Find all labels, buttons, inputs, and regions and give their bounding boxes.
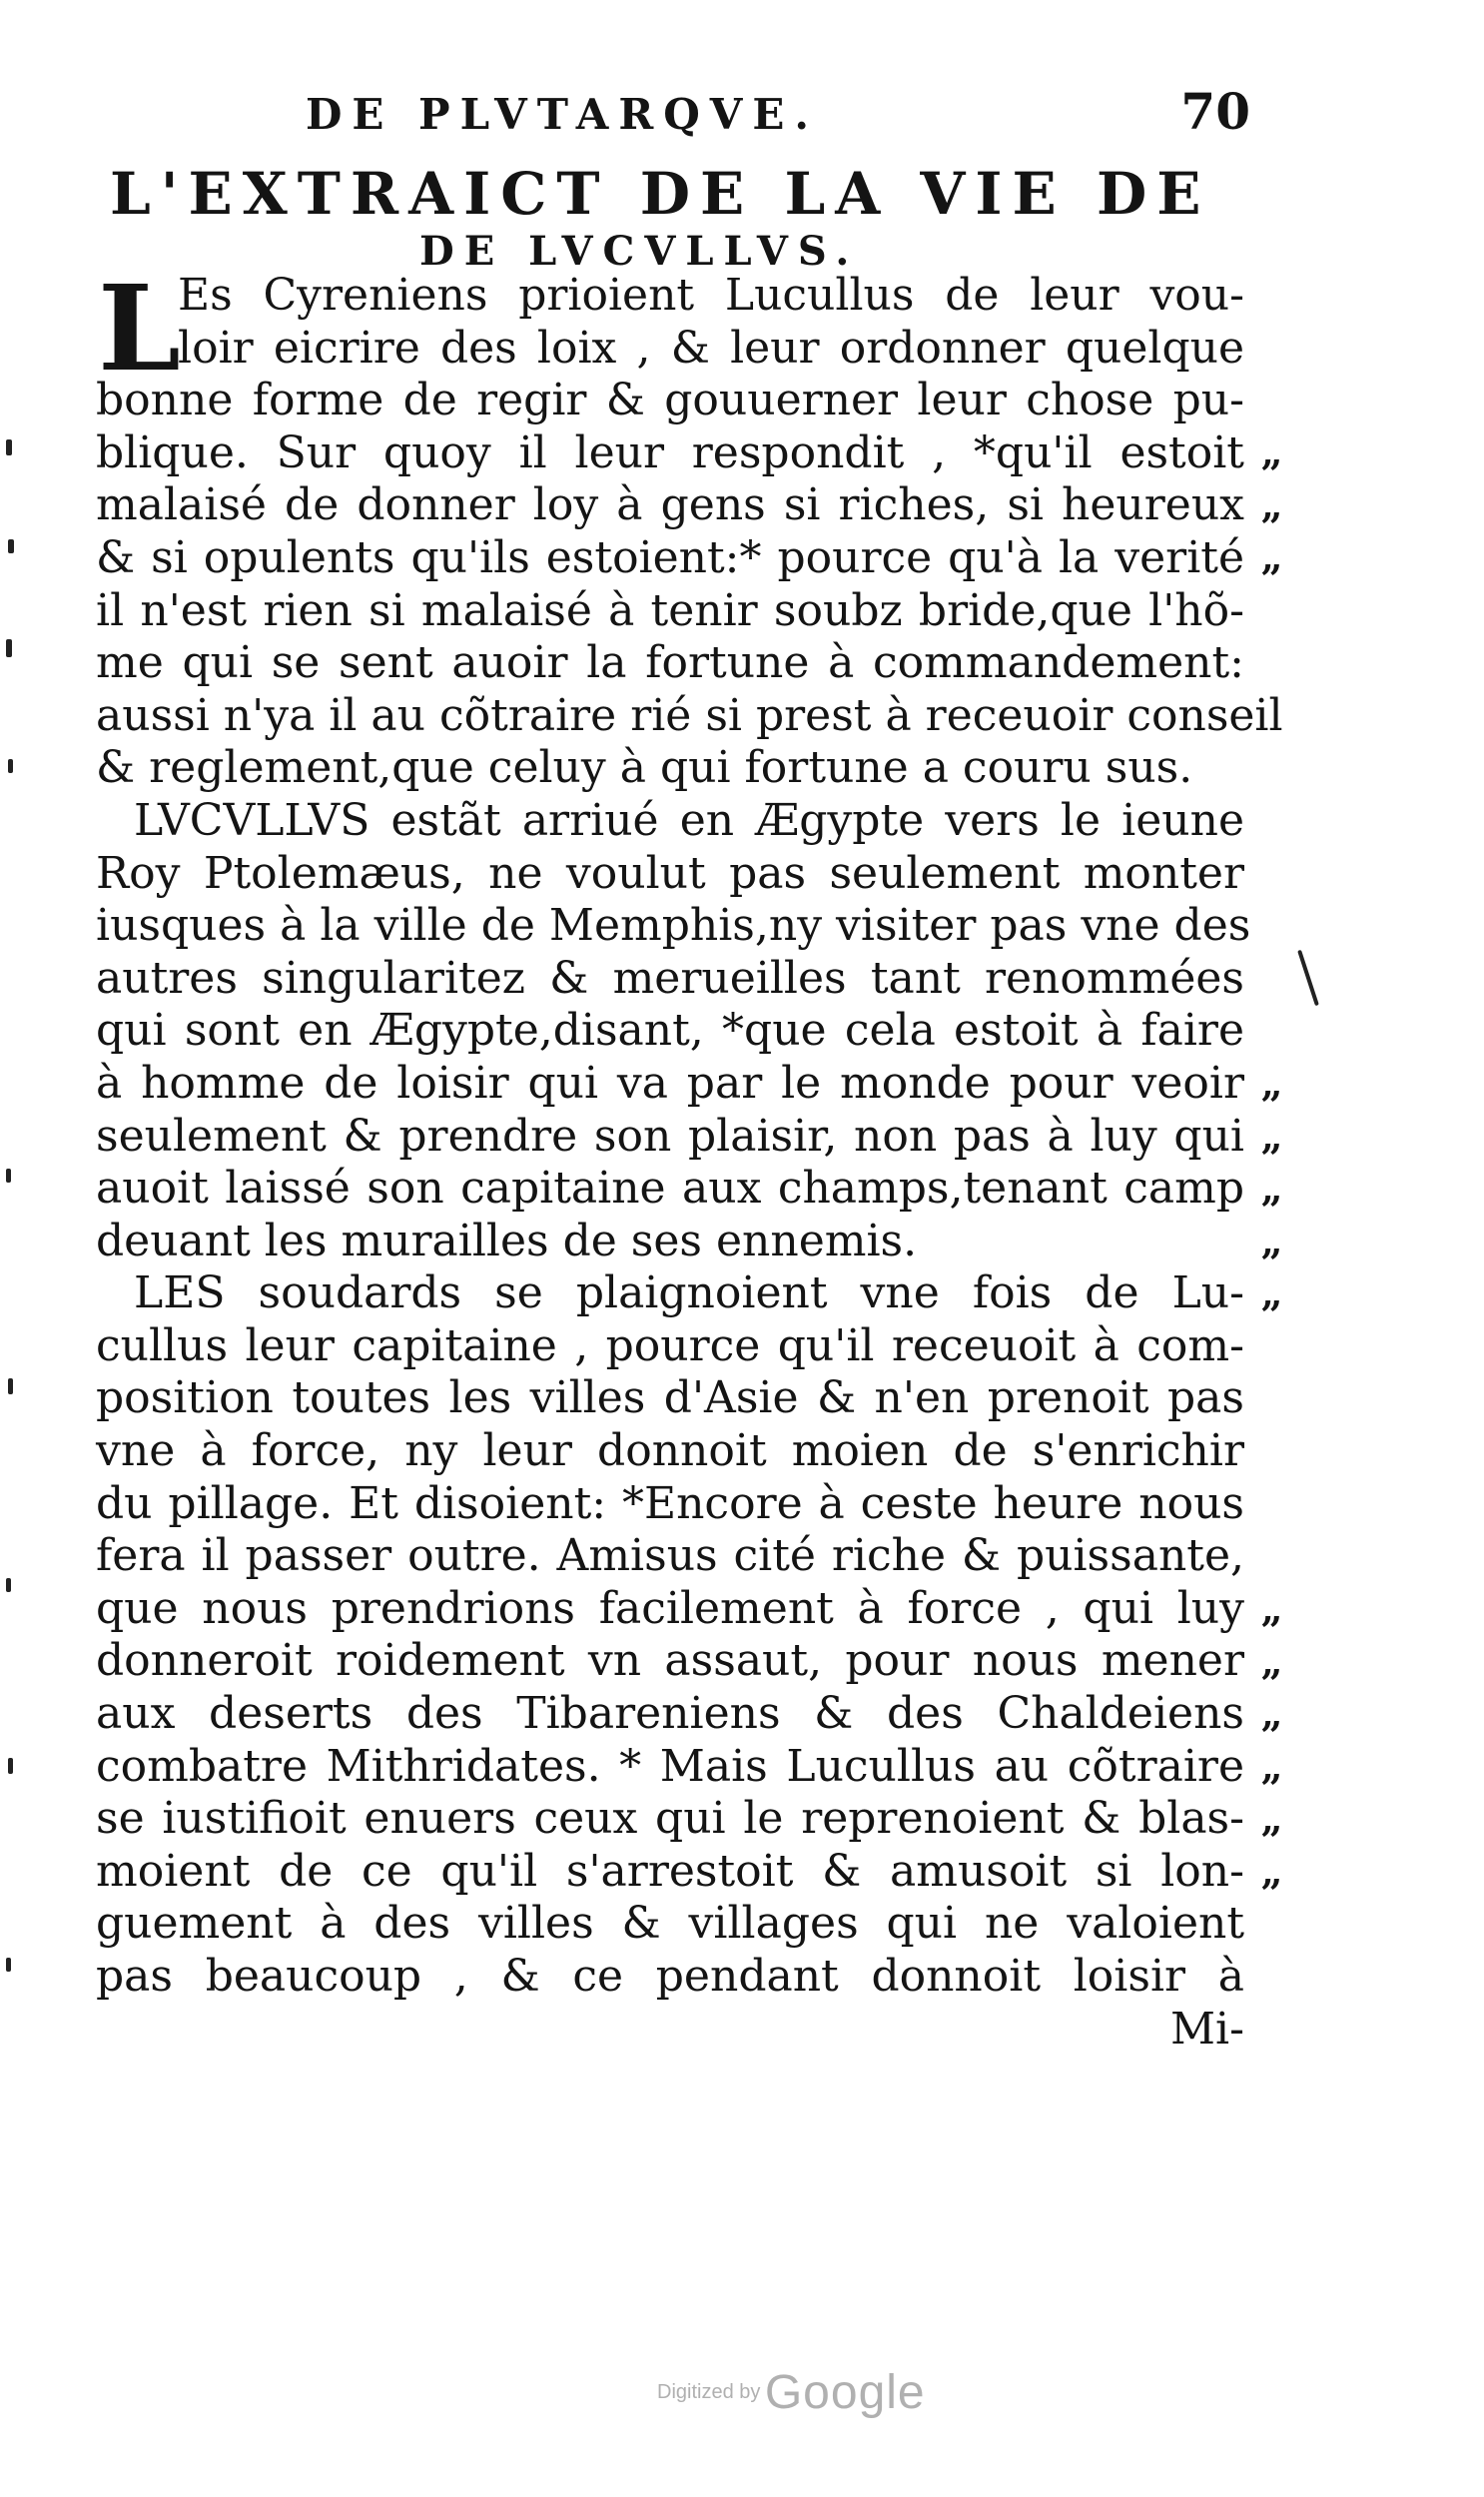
text-line: moient de ce qu'il s'arrestoit & amusoit si lon-: [96, 1845, 1244, 1897]
text-line: Roy Ptolemæus, ne voulut pas seulement monter: [96, 847, 1244, 899]
running-head: DE PLVTARQVE.: [306, 90, 820, 139]
margin-quote-mark: ”: [1260, 1713, 1284, 1758]
margin-quote-mark: ”: [1260, 1766, 1284, 1811]
text-line: cullus leur capitaine , pource qu'il receuoit à com-: [96, 1319, 1244, 1371]
text-line: & si opulents qu'ils estoient:* pource qu'à la verité: [96, 531, 1244, 583]
margin-quote-mark: ”: [1260, 1188, 1284, 1233]
margin-quote-mark: ”: [1260, 1241, 1284, 1285]
text-line: position toutes les villes d'Asie & n'en prenoit pas: [96, 1372, 1244, 1424]
ink-stroke: [1297, 950, 1319, 1006]
text-line: iusques à la ville de Memphis,ny visiter pas vne des: [96, 900, 1251, 952]
margin-quote-mark: ”: [1260, 451, 1284, 496]
ink-speck: [6, 1169, 11, 1183]
catchword: Mi-: [1170, 2003, 1244, 2055]
text-line: à homme de loisir qui va par le monde pour veoir: [96, 1057, 1244, 1109]
digitized-by-label: Digitized by: [657, 2381, 761, 2403]
text-line: deuant les murailles de ses ennemis.: [96, 1215, 918, 1266]
text-line: & reglement,que celuy à qui fortune a couru sus.: [96, 742, 1193, 794]
text-line: combatre Mithridates. * Mais Lucullus au cõtraire: [96, 1740, 1244, 1792]
ink-speck: [8, 1378, 13, 1394]
text-line: vne à force, ny leur donnoit moien de s'enrichir: [96, 1425, 1244, 1477]
digitization-watermark: [657, 2365, 926, 2420]
text-line: que nous prendrions facilement à force , qui luy: [96, 1582, 1244, 1634]
ink-speck: [8, 1758, 13, 1774]
page-number: 70: [1180, 82, 1250, 141]
ink-speck: [8, 539, 14, 553]
text-line: il n'est rien si malaisé à tenir soubz bride,que l'hõ-: [96, 584, 1244, 636]
ink-speck: [6, 439, 12, 455]
margin-quote-mark: ”: [1260, 1608, 1284, 1653]
margin-quote-mark: ”: [1260, 1871, 1284, 1916]
text-line: autres singularitez & merueilles tant renommées: [96, 952, 1244, 1004]
text-line: se iustifioit enuers ceux qui le reprenoient & blas-: [96, 1793, 1244, 1845]
text-line: bonne forme de regir & gouuerner leur chose pu-: [96, 375, 1244, 426]
margin-quote-mark: ”: [1260, 1083, 1284, 1128]
google-logo: Google: [764, 2366, 926, 2419]
margin-quote-mark: ”: [1260, 1818, 1284, 1863]
text-line: qui sont en Ægypte,disant, *que cela estoit à faire: [96, 1005, 1244, 1057]
text-line: fera il passer outre. Amisus cité riche & puissante,: [96, 1530, 1244, 1582]
text-line: guement à des villes & villages qui ne valoient: [96, 1898, 1244, 1950]
text-line: LVCVLLVS estãt arriué en Ægypte vers le ieune: [134, 794, 1244, 846]
margin-quote-mark: ”: [1260, 504, 1284, 549]
body-text: [96, 259, 1283, 2056]
ink-speck: [6, 1578, 11, 1592]
text-line: LES soudards se plaignoient vne fois de Lu-: [134, 1267, 1244, 1319]
text-line: loir eicrire des loix , & leur ordonner quelque: [178, 322, 1244, 374]
text-line: me qui se sent auoir la fortune à commandement:: [96, 637, 1244, 689]
text-line: malaisé de donner loy à gens si riches, si heureux: [96, 479, 1244, 531]
ink-speck: [8, 759, 13, 773]
text-line: pas beaucoup , & ce pendant donnoit loisir à: [96, 1951, 1244, 2002]
ink-speck: [6, 1958, 11, 1972]
drop-cap: L: [98, 259, 181, 398]
text-line: auoit laissé son capitaine aux champs,tenant camp: [96, 1163, 1244, 1215]
text-line: seulement & prendre son plaisir, non pas à luy qui: [96, 1110, 1244, 1162]
margin-quote-mark: ”: [1260, 1661, 1284, 1706]
margin-quote-mark: ”: [1260, 1292, 1284, 1337]
page-header: [96, 82, 1274, 142]
margin-quote-mark: ”: [1260, 556, 1284, 601]
text-line: donneroit roidement vn assaut, pour nous mener: [96, 1635, 1244, 1687]
ink-speck: [6, 639, 12, 657]
text-line: blique. Sur quoy il leur respondit , *qu'il estoit: [96, 426, 1244, 478]
text-line: du pillage. Et disoient: *Encore à ceste heure nous: [96, 1477, 1244, 1529]
text-line: aussi n'ya il au cõtraire rié si prest à receuoir conseil: [96, 689, 1283, 741]
chapter-title: L'EXTRAICT DE LA VIE DE: [110, 160, 1211, 228]
chapter-subtitle: DE LVCVLLVS.: [419, 228, 860, 275]
margin-quote-mark: ”: [1260, 1136, 1284, 1181]
text-line: L Es Cyreniens prioient Lucullus de leur vou-: [98, 259, 1244, 398]
text-line: aux deserts des Tibareniens & des Chaldeiens: [96, 1688, 1244, 1740]
